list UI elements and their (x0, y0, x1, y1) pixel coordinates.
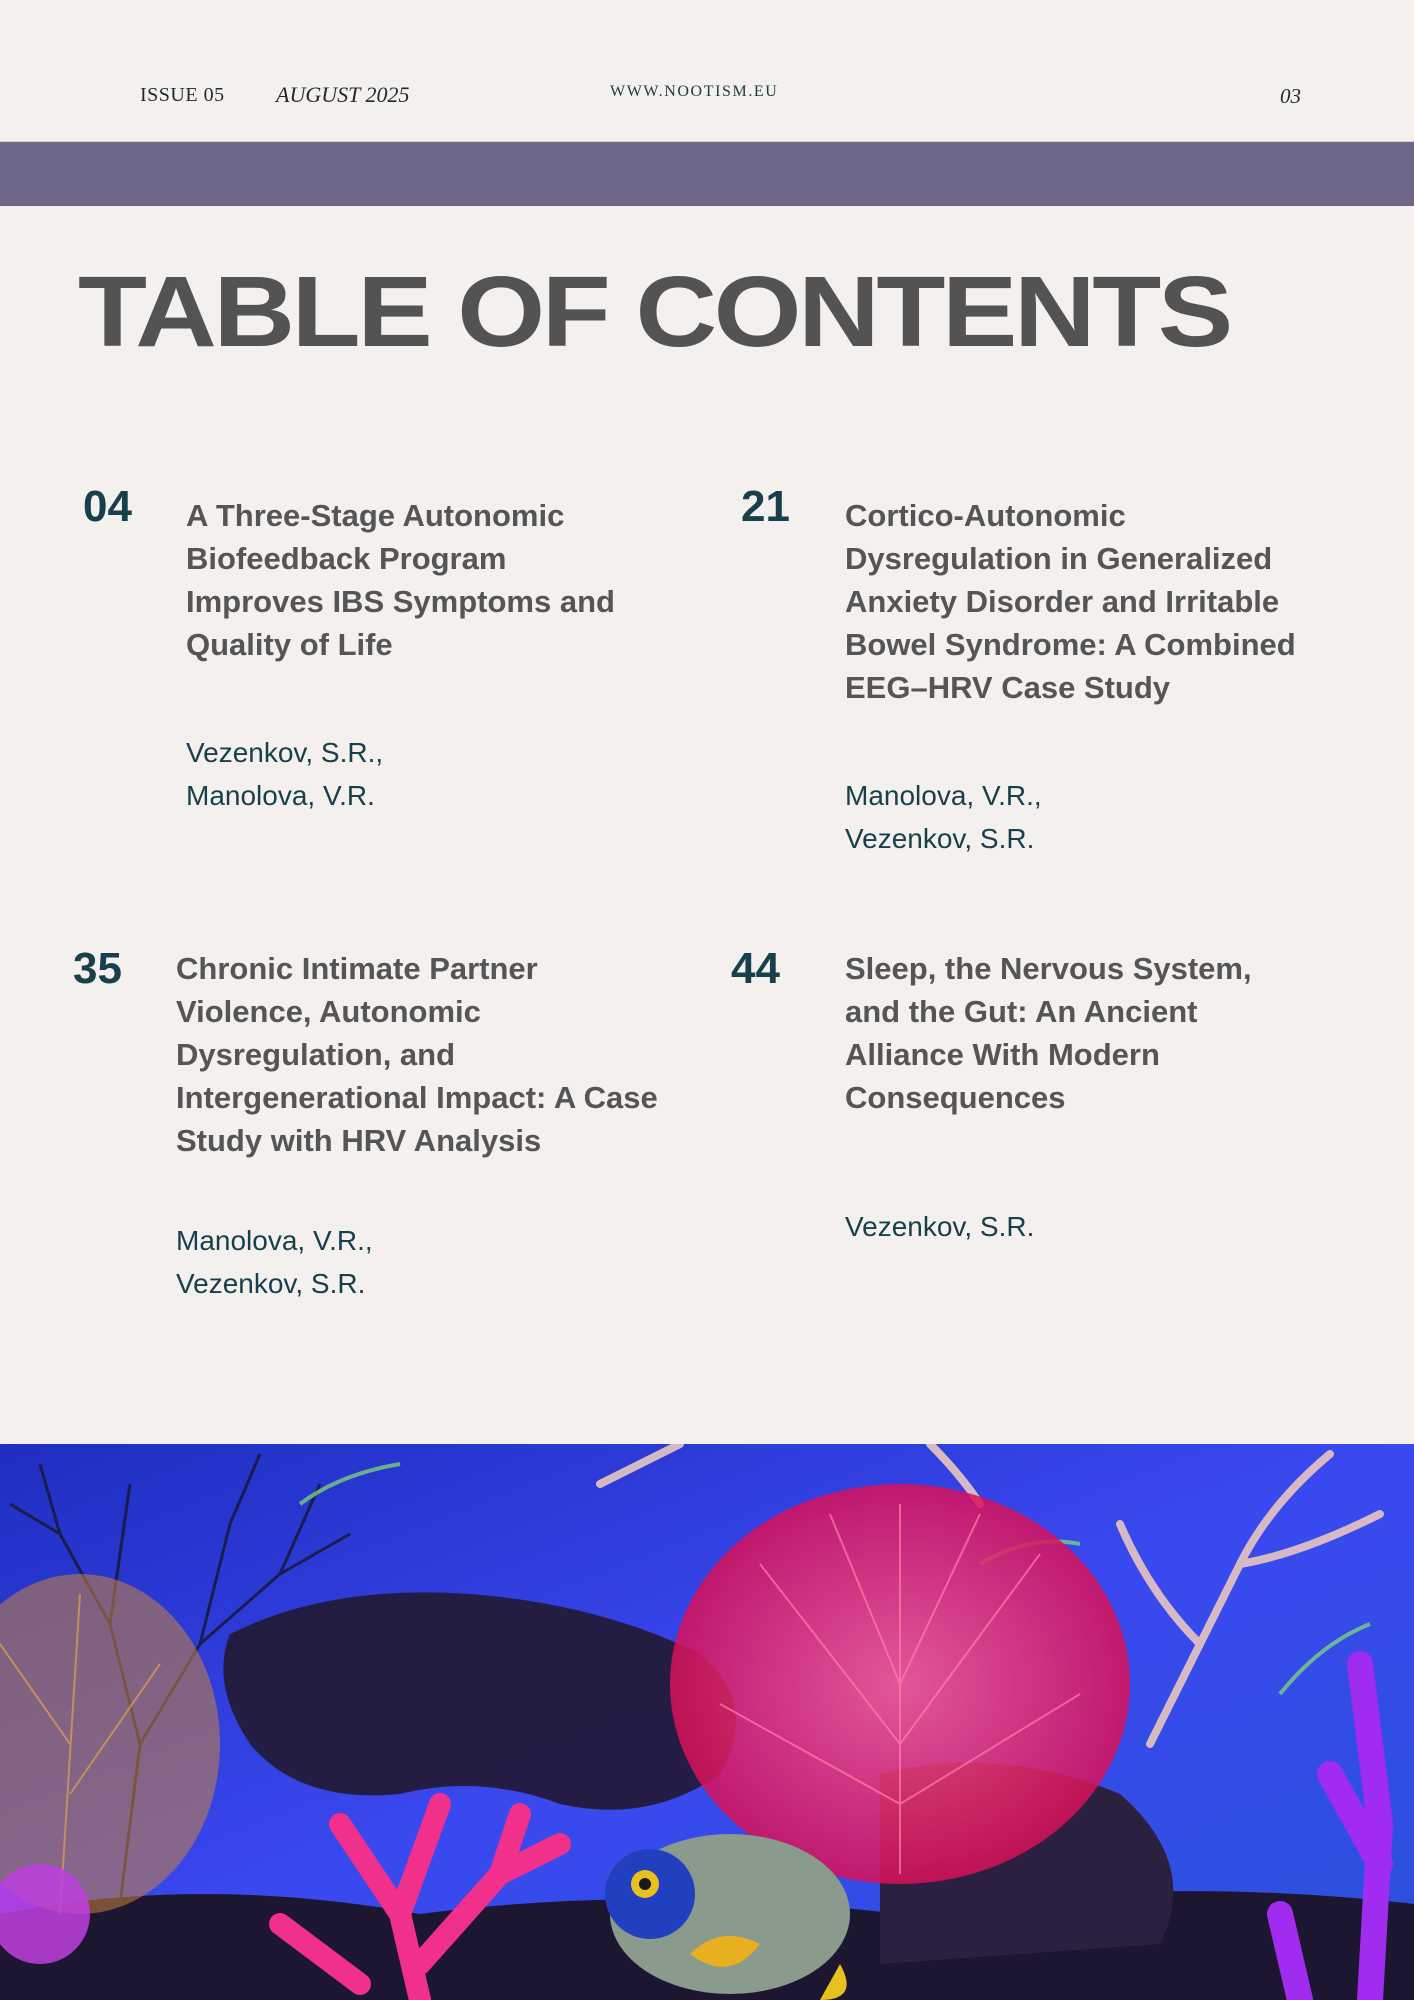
toc-page-number: 04 (83, 482, 132, 531)
issue-date: AUGUST 2025 (276, 82, 410, 107)
toc-authors (845, 774, 1042, 860)
coral-reef-photo (0, 1444, 1414, 2000)
toc-author: Vezenkov, S.R. (845, 823, 1035, 854)
toc-article-title: Cortico-Autonomic Dysregulation in Generalized Anxiety Disorder and Irritable Bowel Syndrome: A Combined EEG–HRV Case Study (845, 498, 1296, 705)
website-link[interactable]: WWW.NOOTISM.EU (610, 83, 779, 100)
toc-page-number: 21 (741, 482, 790, 531)
toc-authors (845, 1205, 1034, 1248)
toc-article-title: Chronic Intimate Partner Violence, Autonomic Dysregulation, and Intergenerational Impact: A Case Study with HRV Analysis (176, 951, 658, 1158)
page-header (0, 0, 1414, 142)
toc-page-number: 44 (731, 944, 780, 993)
page-number: 03 (1280, 84, 1301, 108)
toc-author: Vezenkov, S.R., (186, 737, 384, 768)
header-color-band (0, 142, 1414, 206)
toc-article-title: A Three-Stage Autonomic Biofeedback Program Improves IBS Symptoms and Quality of Life (186, 498, 615, 662)
page-title: TABLE OF CONTENTS (78, 256, 1230, 368)
toc-author: Vezenkov, S.R. (845, 1211, 1035, 1242)
issue-label: ISSUE 05 (140, 84, 225, 106)
toc-author: Manolova, V.R. (186, 780, 375, 811)
toc-article-title: Sleep, the Nervous System, and the Gut: An Ancient Alliance With Modern Consequences (845, 951, 1252, 1115)
toc-author: Manolova, V.R., (845, 780, 1042, 811)
toc-author: Manolova, V.R., (176, 1225, 373, 1256)
toc-authors (176, 1219, 373, 1305)
toc-authors (186, 731, 383, 817)
toc-page-number: 35 (73, 944, 122, 993)
toc-author: Vezenkov, S.R. (176, 1268, 366, 1299)
